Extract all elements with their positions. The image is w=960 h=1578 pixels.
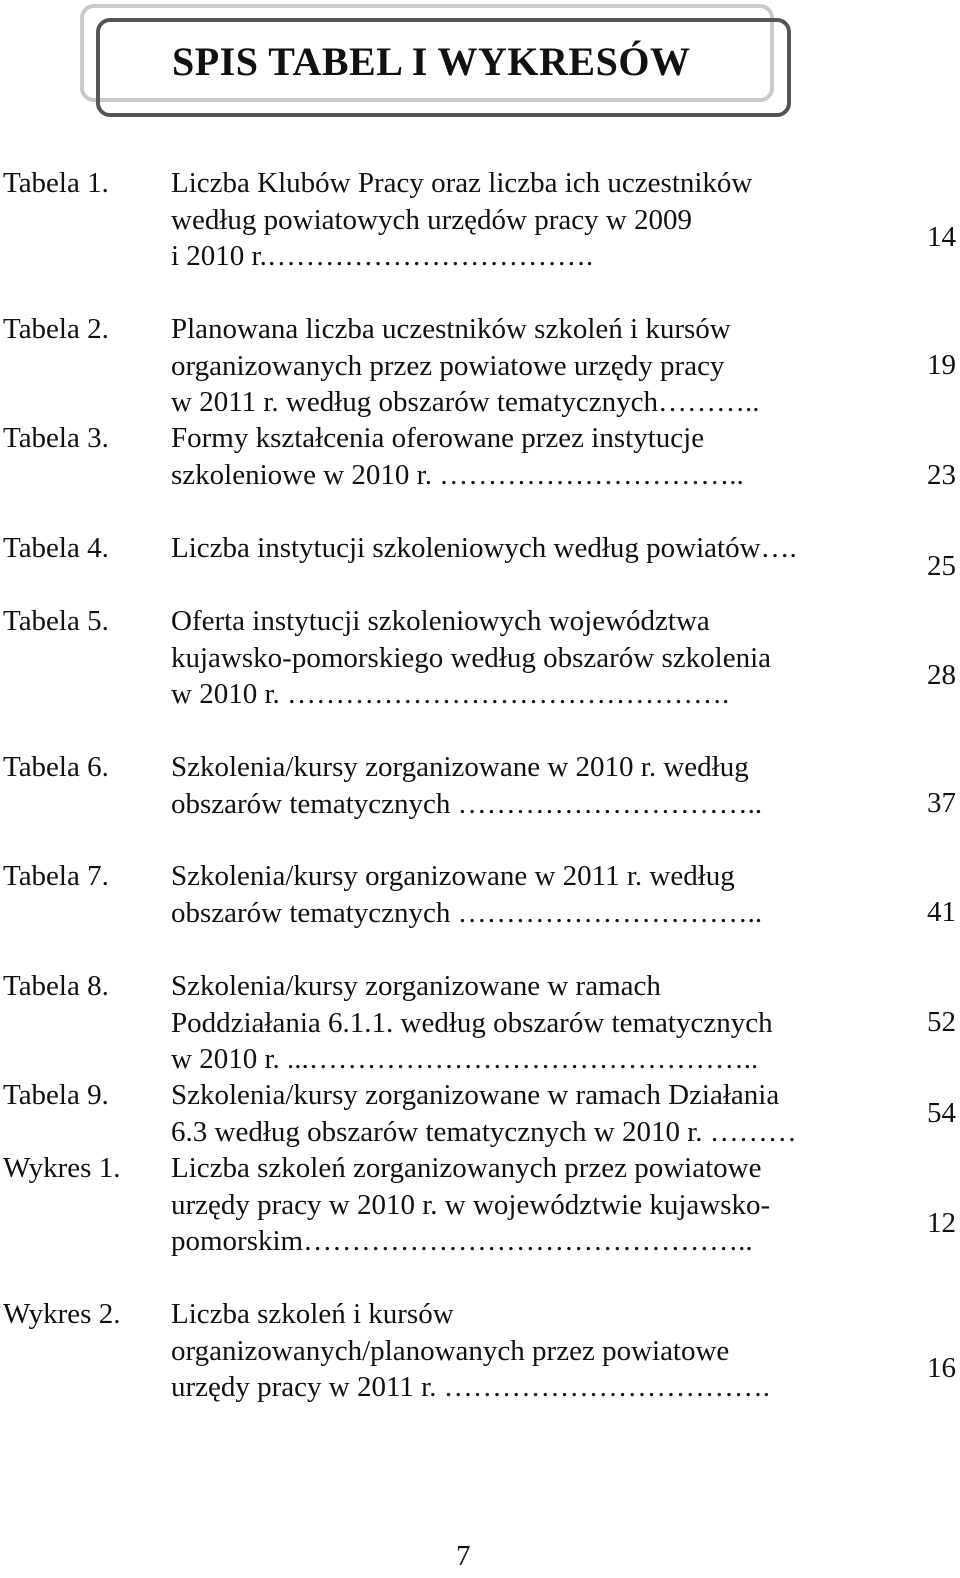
toc-entry-description-line: w 2010 r. ...……………………………………….. [171,1043,759,1075]
toc-entry-label: Tabela 9. [3,1079,109,1111]
toc-entry-page-number: 19 [927,349,956,381]
toc-entry-description [171,311,891,421]
toc-entry [0,749,960,822]
toc-entry [0,311,960,421]
toc-entry-description [171,858,891,931]
toc-entry-description-line: Szkolenia/kursy zorganizowane w 2010 r. według [171,751,749,783]
toc-entry-page-number: 37 [927,787,956,819]
toc-entry-description-line: 6.3 według obszarów tematycznych w 2010 r. ……… [171,1115,797,1148]
toc-entry-description-line: Szkolenia/kursy organizowane w 2011 r. według [171,860,735,892]
toc-entry [0,1296,960,1406]
toc-entry-description-line: Liczba szkoleń i kursów [171,1298,454,1330]
footer-page-number: 7 [456,1540,471,1572]
toc-entry-description [171,749,891,822]
toc-entry-description [171,165,891,275]
toc-entry-label: Tabela 6. [3,751,109,783]
toc-entry-label: Tabela 7. [3,860,109,892]
toc-entry-description-line: Liczba instytucji szkoleniowych według powiatów…. [171,532,797,564]
toc-entry-label: Tabela 5. [3,605,109,637]
toc-entry [0,858,960,931]
toc-entry-label: Tabela 2. [3,313,109,345]
toc-entry-description [171,420,891,493]
toc-entry-description-line: Oferta instytucji szkoleniowych województwa [171,605,710,637]
toc-entry [0,603,960,713]
toc-entry-page-number: 12 [927,1207,956,1239]
toc-entry-description-line: Planowana liczba uczestników szkoleń i kursów [171,313,731,345]
toc-entry-description-line: pomorskim……………………………………….. [171,1225,753,1257]
toc-entry [0,1077,960,1150]
toc-entry [0,165,960,275]
toc-entry-description-line: obszarów tematycznych ………………………….. [171,787,763,820]
toc-entry [0,420,960,493]
toc-entry-description [171,530,891,567]
toc-entry-description [171,1077,891,1150]
toc-entry-page-number: 14 [927,221,956,253]
toc-entry-description-line: organizowanych/planowanych przez powiatowe [171,1334,730,1367]
toc-entry-page-number: 16 [927,1352,956,1384]
toc-entry-description [171,603,891,713]
toc-entry-description-line: szkoleniowe w 2010 r. ………………………….. [171,458,744,491]
toc-entry-description-line: według powiatowych urzędów pracy w 2009 [171,203,693,236]
toc-entry-description [171,968,891,1078]
toc-entry-description-line: urzędy pracy w 2010 r. w województwie kujawsko- [171,1188,771,1221]
toc-entry-page-number: 54 [927,1097,956,1129]
toc-entry-description-line: obszarów tematycznych ………………………….. [171,896,763,929]
toc-entry-page-number: 41 [927,896,956,928]
toc-entry-description-line: urzędy pracy w 2011 r. ……………………………. [171,1371,770,1403]
toc-entry-page-number: 28 [927,659,956,691]
toc-entry-description [171,1296,891,1406]
toc-entry-label: Wykres 1. [3,1152,121,1184]
toc-entry-label: Tabela 3. [3,422,109,454]
toc-entry-description-line: Liczba szkoleń zorganizowanych przez powiatowe [171,1152,762,1184]
toc-entry-page-number: 23 [927,459,956,491]
page-title: SPIS TABEL I WYKRESÓW [172,39,691,84]
toc-entry-description-line: Szkolenia/kursy zorganizowane w ramach Działania [171,1079,780,1111]
toc-entry-description-line: w 2010 r. ………………………………………. [171,678,730,710]
toc-entry-description-line: w 2011 r. według obszarów tematycznych……….. [171,386,760,418]
toc-entry-description-line: organizowanych przez powiatowe urzędy pracy [171,349,725,382]
toc-entry-description-line: i 2010 r.……………………………. [171,240,594,272]
toc-entry-page-number: 25 [927,550,956,582]
toc-entry-description [171,1150,891,1260]
toc-entry-description-line: Poddziałania 6.1.1. według obszarów tematycznych [171,1006,773,1039]
toc-entry-page-number: 52 [927,1006,956,1038]
toc-entry-description-line: Formy kształcenia oferowane przez instytucje [171,422,705,454]
toc-entry-label: Wykres 2. [3,1298,121,1330]
toc-entry [0,530,960,567]
toc-entry-description-line: kujawsko-pomorskiego według obszarów szkolenia [171,641,772,674]
toc-entry-description-line: Szkolenia/kursy zorganizowane w ramach [171,970,661,1002]
toc-entry [0,968,960,1078]
toc-entry-label: Tabela 4. [3,532,109,564]
toc-entry-label: Tabela 8. [3,970,109,1002]
toc-entry-description-line: Liczba Klubów Pracy oraz liczba ich uczestników [171,167,753,199]
toc-entry [0,1150,960,1260]
toc-entry-label: Tabela 1. [3,167,109,199]
